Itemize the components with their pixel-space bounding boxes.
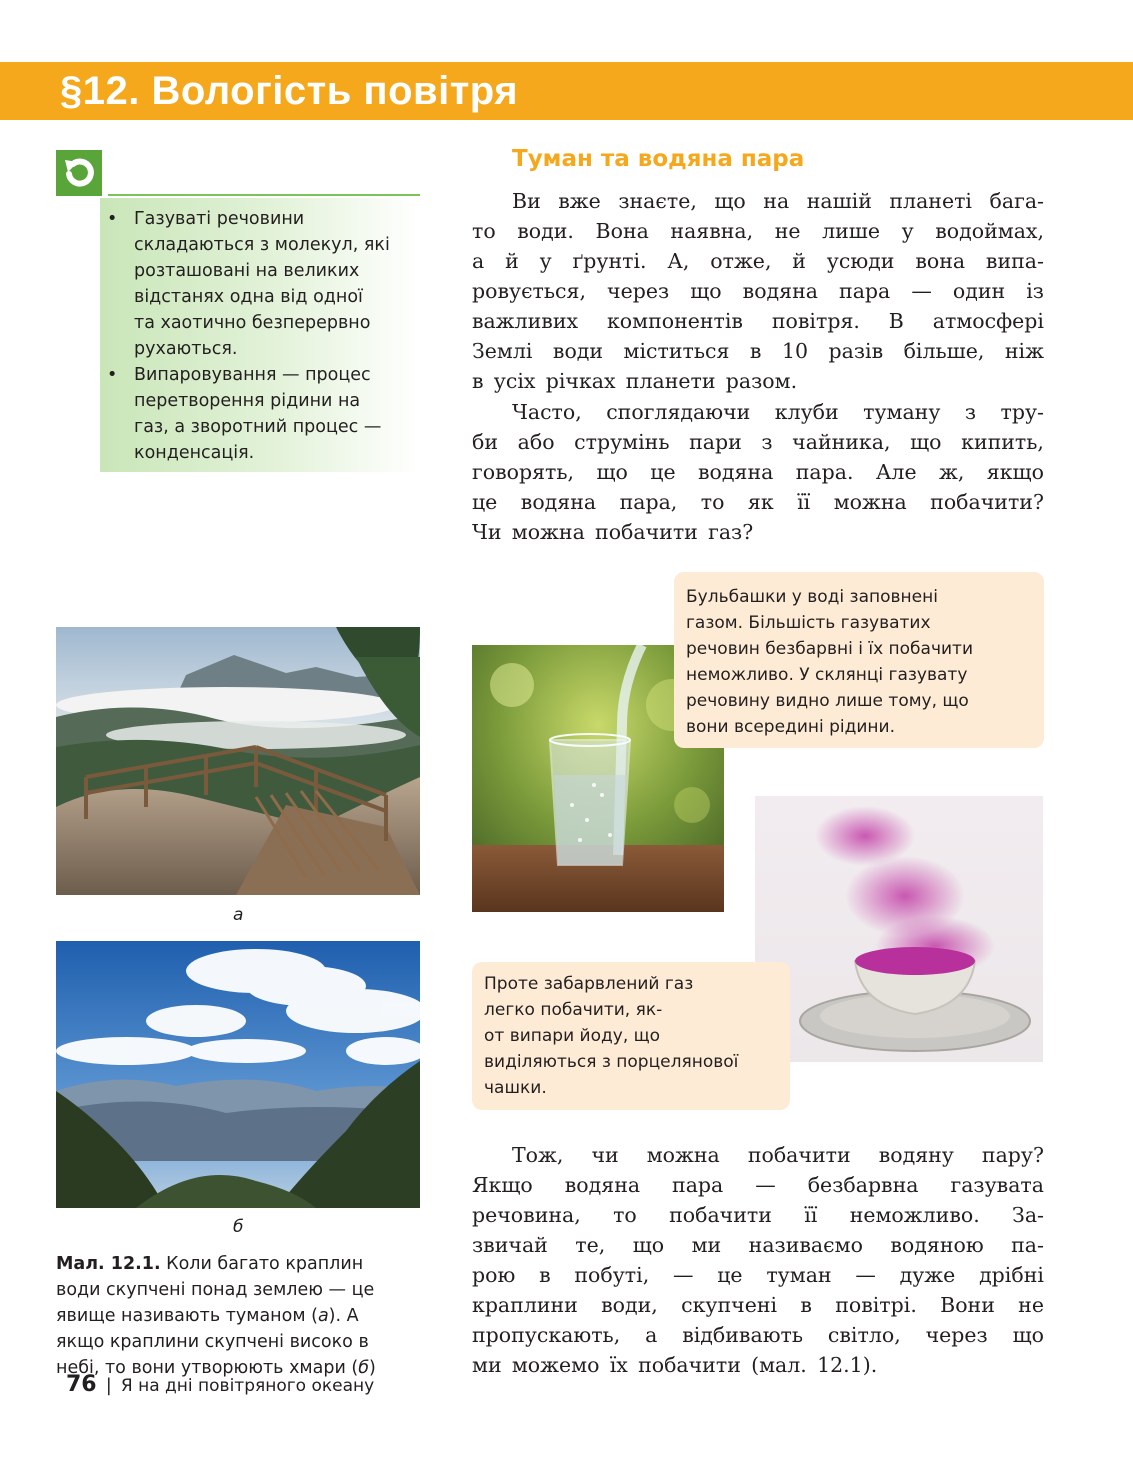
photo-label-a: а bbox=[233, 905, 244, 925]
bullet-icon: • bbox=[107, 365, 118, 385]
text-line: то води. Вона наявна, не лише у водоймах, bbox=[472, 219, 1044, 243]
callout-line: речовину видно лише тому, що bbox=[686, 691, 969, 711]
text-line: Часто, споглядаючи клуби туману з тру- bbox=[512, 400, 1044, 424]
text-line: речовина, то побачити її неможливо. За- bbox=[472, 1203, 1044, 1227]
caption-text: явище називають туманом ( bbox=[56, 1306, 318, 1326]
callout-line: газом. Більшість газуватих bbox=[686, 613, 931, 633]
review-line: рухаються. bbox=[134, 339, 238, 359]
callout-line: виділяються з порцелянової bbox=[484, 1052, 739, 1072]
review-line: газ, а зворотний процес — bbox=[134, 417, 382, 437]
review-line: Випаровування — процес bbox=[134, 365, 371, 385]
callout-line: вони всередині рідини. bbox=[686, 717, 895, 737]
text-line: в усіх річках планети разом. bbox=[472, 369, 798, 393]
caption-text: якщо краплини скупчені високо в bbox=[56, 1332, 369, 1352]
caption-text: води скупчені понад землею — це bbox=[56, 1280, 375, 1300]
paragraph bbox=[472, 397, 1044, 547]
paragraph bbox=[472, 186, 1044, 396]
review-item bbox=[100, 362, 420, 466]
review-box bbox=[100, 198, 420, 472]
text-line: рою в побуті, — це туман — дуже дрібні bbox=[472, 1263, 1044, 1287]
fog-landscape-photo bbox=[56, 627, 420, 895]
text-line: Землі води міститься в 10 разів більше, ніж bbox=[472, 339, 1044, 363]
section-heading: Туман та водяна пара bbox=[512, 146, 805, 172]
text-line: краплини води, скупчені в повітрі. Вони не bbox=[472, 1293, 1044, 1317]
footer bbox=[66, 1372, 374, 1397]
figure-caption bbox=[56, 1251, 420, 1381]
review-item bbox=[100, 206, 420, 362]
bullet-icon: • bbox=[107, 209, 118, 229]
callout-line: Проте забарвлений газ bbox=[484, 974, 694, 994]
cloud-mountain-photo bbox=[56, 941, 420, 1208]
review-line: та хаотично безперервно bbox=[134, 313, 371, 333]
callout-iodine bbox=[472, 962, 790, 1110]
review-line: перетворення рідини на bbox=[134, 391, 361, 411]
text-line: Чи можна побачити газ? bbox=[472, 520, 754, 544]
text-line: ровується, через що водяна пара — один із bbox=[472, 279, 1044, 303]
page-title: §12. Вологість повітря bbox=[60, 69, 519, 113]
callout-line: неможливо. У склянці газувату bbox=[686, 665, 968, 685]
footer-separator: | bbox=[105, 1375, 112, 1396]
text-line: Ви вже знаєте, що на нашій планеті бага- bbox=[512, 189, 1044, 213]
text-line: Тож, чи можна побачити водяну пару? bbox=[512, 1143, 1044, 1167]
text-line: би або струмінь пари з чайника, що кипить, bbox=[472, 430, 1044, 454]
caption-text: ). А bbox=[328, 1306, 359, 1326]
page-number: 76 bbox=[66, 1372, 97, 1397]
callout-line: легко побачити, як- bbox=[484, 1000, 663, 1020]
text-line: а й у ґрунті. А, отже, й усюди вона випа- bbox=[472, 249, 1044, 273]
text-line: пропускають, а відбивають світло, через що bbox=[472, 1323, 1044, 1347]
review-line: конденсація. bbox=[134, 443, 255, 463]
caption-ref: а bbox=[317, 1306, 329, 1326]
text-line: говорять, що це водяна пара. Але ж, якщо bbox=[472, 460, 1044, 484]
callout-line: чашки. bbox=[484, 1078, 547, 1098]
review-line: Газуваті речовини bbox=[134, 209, 305, 229]
text-line: ми можемо їх побачити (мал. 12.1). bbox=[472, 1353, 878, 1377]
chapter-title: Я на дні повітряного океану bbox=[120, 1376, 375, 1396]
photo-label-b: б bbox=[233, 1217, 244, 1237]
callout-line: Бульбашки у воді заповнені bbox=[686, 587, 938, 607]
paragraph bbox=[472, 1140, 1044, 1380]
review-line: відстанях одна від одної bbox=[134, 287, 363, 307]
caption-text: Коли багато краплин bbox=[160, 1254, 364, 1274]
text-line: важливих компонентів повітря. В атмосфері bbox=[472, 309, 1044, 333]
review-divider bbox=[108, 194, 420, 196]
text-line: звичай те, що ми називаємо водяною па- bbox=[472, 1233, 1044, 1257]
caption-text: ) bbox=[369, 1358, 376, 1378]
iodine-vapor-photo bbox=[755, 796, 1043, 1062]
review-line: розташовані на великих bbox=[134, 261, 360, 281]
review-arrow-icon bbox=[56, 150, 102, 196]
text-line: це водяна пара, то як її можна побачити? bbox=[472, 490, 1044, 514]
review-line: складаються з молекул, які bbox=[134, 235, 390, 255]
figure-label: Мал. 12.1. bbox=[56, 1254, 161, 1274]
caption-text: небі, то вони утворюють хмари ( bbox=[56, 1358, 359, 1378]
callout-bubbles bbox=[674, 572, 1044, 748]
text-line: Якщо водяна пара — безбарвна газувата bbox=[472, 1173, 1044, 1197]
callout-line: от випари йоду, що bbox=[484, 1026, 661, 1046]
callout-line: речовин безбарвні і їх побачити bbox=[686, 639, 973, 659]
caption-ref: б bbox=[358, 1358, 370, 1378]
